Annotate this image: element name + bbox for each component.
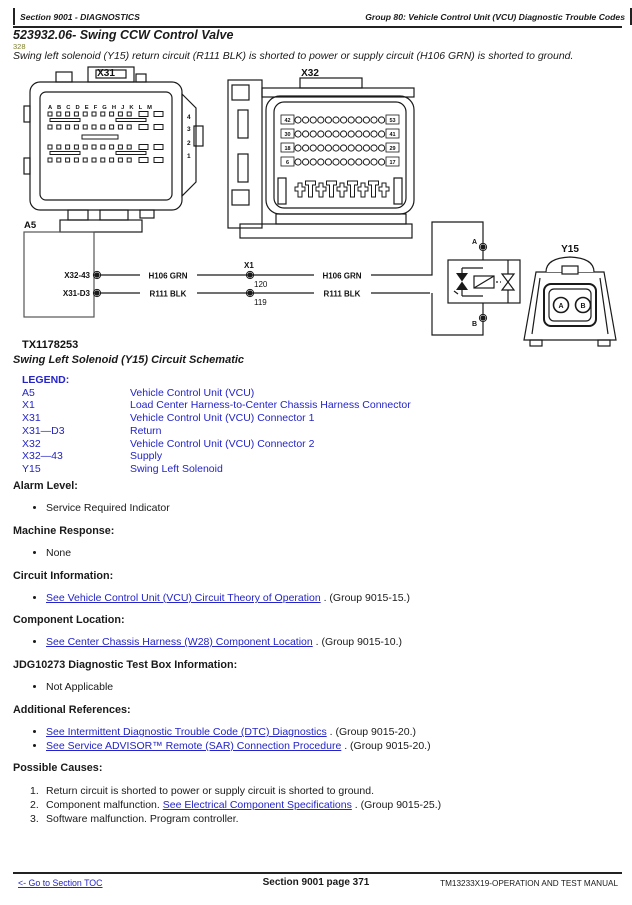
legend-row: X32—43 Supply [22, 450, 163, 463]
dtc-anchor-number: 328 [13, 42, 26, 51]
header-group: Group 80: Vehicle Control Unit (VCU) Diagnostic Trouble Codes [365, 11, 625, 22]
circuit-schematic [0, 62, 632, 354]
svg-text:3: 3 [187, 126, 191, 133]
heading-alarm-level: Alarm Level: [13, 480, 78, 492]
legend-row: Y15 Swing Left Solenoid [22, 462, 223, 475]
x32-keyway-row [295, 181, 389, 197]
figure-id: TX1178253 [22, 339, 79, 351]
solenoid-pin-a-label: A [471, 239, 477, 246]
heading-test-box-info: JDG10273 Diagnostic Test Box Information: [13, 659, 238, 671]
y15-pin-a: A [558, 303, 564, 310]
solenoid-symbol [448, 260, 520, 303]
wire-return-label-1: R111 BLK [149, 289, 187, 299]
vcu-circuit-theory-link[interactable]: See Vehicle Control Unit (VCU) Circuit Theory of Operation [46, 592, 321, 604]
x32-left-pin-numbers [284, 118, 290, 166]
y15-pin-b: B [580, 303, 586, 310]
solenoid-pin-b-label: B [471, 321, 477, 328]
legend-row: X32 Vehicle Control Unit (VCU) Connector 2 [22, 437, 315, 450]
svg-text:17: 17 [389, 160, 396, 166]
cause-item: 2. Component malfunction. See Electrical Component Specifications . (Group 9015-25.) [30, 799, 442, 811]
fault-description: Swing left solenoid (Y15) return circuit (R111 BLK) is shorted to power or supply circuit (H106 GRN) is shorted to ground. [13, 50, 574, 62]
svg-text:6: 6 [285, 160, 290, 166]
heading-additional-references: Additional References: [13, 704, 131, 716]
x32-right-pin-numbers [389, 118, 395, 166]
svg-text:1: 1 [187, 153, 191, 160]
component-location-list [33, 635, 402, 649]
cause-item: 1. Return circuit is shorted to power or supply circuit is shorted to ground. [30, 785, 374, 797]
test-box-info-item: • Not Applicable [46, 680, 113, 694]
svg-text:53: 53 [389, 118, 396, 124]
possible-causes-list [30, 784, 441, 826]
x1-pin-120: 120 [254, 280, 268, 289]
svg-text:42: 42 [284, 118, 291, 124]
footer-page-number: Section 9001 page 371 [262, 877, 370, 888]
reference-item: • See Intermittent Diagnostic Trouble Code (DTC) Diagnostics . (Group 9015-20.) [46, 725, 431, 739]
x31-pin-letters: A B C D E F G H J K L M [48, 105, 152, 111]
x1-label: X1 [244, 261, 254, 270]
wire-supply-label-1: H106 GRN [148, 271, 188, 281]
x32-connector-drawing [228, 78, 414, 238]
heading-component-location: Component Location: [13, 614, 125, 626]
x1-pin-119: 119 [254, 298, 267, 307]
reference-item: • See Service ADVISOR™ Remote (SAR) Connection Procedure . (Group 9015-20.) [46, 739, 431, 753]
svg-text:30: 30 [284, 132, 291, 138]
wire-return-label-2: R111 BLK [323, 289, 361, 299]
svg-text:4: 4 [187, 114, 191, 121]
cause-item: 3. Software malfunction. Program controller. [30, 813, 239, 825]
page-title: 523932.06- Swing CCW Control Valve [13, 28, 234, 42]
wire-supply-label-2: H106 GRN [322, 271, 362, 281]
go-to-section-toc-link[interactable]: <- Go to Section TOC [18, 878, 103, 888]
additional-references-list [33, 725, 431, 753]
svg-text:41: 41 [389, 132, 396, 138]
a5-pin-supply: X32-43 [64, 271, 90, 280]
heading-possible-causes: Possible Causes: [13, 762, 103, 774]
alarm-level-list [33, 501, 170, 515]
page-header [13, 8, 632, 25]
legend-title: LEGEND: [22, 374, 70, 386]
schematic-caption: Swing Left Solenoid (Y15) Circuit Schematic [13, 354, 245, 366]
footer-rule [13, 872, 622, 874]
x31-pin-numbers [187, 114, 191, 160]
footer-manual-id: TM13233X19-OPERATION AND TEST MANUAL [440, 879, 618, 888]
machine-response-item: • None [46, 546, 71, 560]
circuit-information-item: • See Vehicle Control Unit (VCU) Circuit Theory of Operation . (Group 9015-15.) [46, 591, 410, 605]
heading-circuit-information: Circuit Information: [13, 570, 114, 582]
circuit-information-list [33, 591, 410, 605]
legend-row: X1 Load Center Harness-to-Center Chassis Harness Connector [22, 399, 411, 412]
x32-label: X32 [301, 68, 319, 79]
test-box-info-list [33, 680, 113, 694]
component-location-item: • See Center Chassis Harness (W28) Component Location . (Group 9015-10.) [46, 635, 402, 649]
y15-connector-drawing [524, 257, 616, 346]
x31-connector-drawing [24, 67, 203, 232]
harness-component-location-link[interactable]: See Center Chassis Harness (W28) Component Location [46, 636, 313, 648]
legend-row: X31 Vehicle Control Unit (VCU) Connector 1 [22, 412, 315, 425]
service-advisor-remote-link[interactable]: See Service ADVISOR™ Remote (SAR) Connection Procedure [46, 740, 342, 752]
heading-machine-response: Machine Response: [13, 525, 115, 537]
intermittent-dtc-link[interactable]: See Intermittent Diagnostic Trouble Code (DTC) Diagnostics [46, 726, 327, 738]
svg-text:2: 2 [187, 140, 191, 147]
x32-pin-grid [295, 117, 385, 165]
legend-row: X31—D3 Return [22, 424, 162, 437]
legend [22, 374, 411, 476]
x31-label: X31 [97, 68, 115, 79]
y15-label: Y15 [561, 244, 579, 255]
a5-label: A5 [24, 220, 37, 231]
alarm-level-item: • Service Required Indicator [46, 501, 170, 515]
machine-response-list [33, 546, 71, 560]
svg-text:29: 29 [389, 146, 396, 152]
header-section: Section 9001 - DIAGNOSTICS [20, 11, 140, 22]
a5-pin-return: X31-D3 [62, 289, 90, 298]
electrical-component-specs-link[interactable]: See Electrical Component Specifications [162, 799, 352, 811]
legend-row: A5 Vehicle Control Unit (VCU) [22, 386, 255, 399]
svg-text:18: 18 [284, 146, 291, 152]
